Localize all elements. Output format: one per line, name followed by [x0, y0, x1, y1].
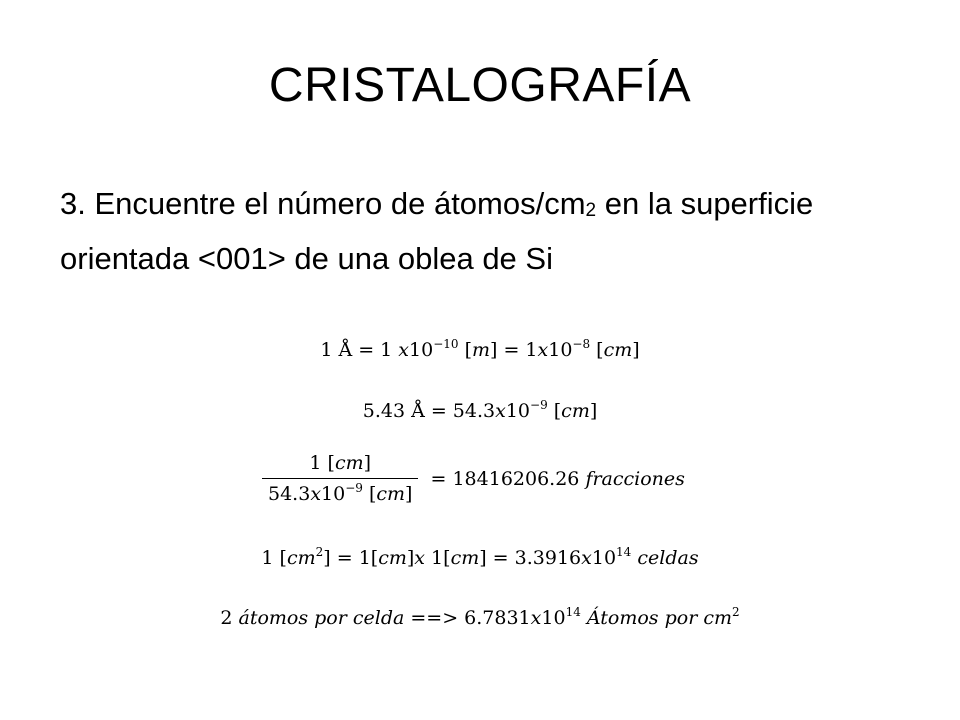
- equation-fractions: [262, 452, 685, 505]
- slide-title: CRISTALOGRAFÍA: [268, 59, 692, 112]
- eq1-part: ]: [632, 339, 640, 361]
- eq2-exponent: −9: [530, 398, 548, 412]
- eq5-part: ==> 6.7831: [404, 607, 531, 629]
- eq1-part: 10: [548, 339, 573, 361]
- eq1-part: [: [458, 339, 472, 361]
- eq1-part: [: [590, 339, 604, 361]
- eq3-unit: cm: [334, 452, 364, 474]
- eq5-exponent: 14: [565, 605, 581, 619]
- eq2-part: [: [547, 400, 562, 422]
- eq3-part: 54.3: [268, 483, 311, 505]
- eq3-word: fracciones: [585, 467, 685, 490]
- eq4-unit: cm: [378, 547, 407, 569]
- eq4-word: celdas: [631, 547, 699, 569]
- eq3-part: ]: [363, 452, 372, 474]
- eq3-unit: cm: [376, 483, 406, 505]
- eq2-part: 10: [505, 400, 531, 422]
- question-part-1: 3. Encuentre el número de átomos/cm: [60, 186, 586, 221]
- eq1-x: x: [398, 339, 410, 361]
- eq3-part: = 18416206.26: [424, 467, 586, 490]
- eq1-part: 1 Å = 1: [320, 339, 399, 361]
- eq5-part: 2: [220, 607, 239, 629]
- equation-atoms-per-area: [0, 607, 960, 629]
- eq3-part: 1 [: [309, 452, 335, 474]
- eq4-part: 1 [: [261, 547, 287, 569]
- eq4-x: x: [414, 547, 426, 569]
- fraction-numerator: [303, 452, 377, 478]
- eq1-x: x: [537, 339, 549, 361]
- eq3-exponent: −9: [345, 481, 363, 495]
- eq4-unit: cm: [286, 547, 316, 569]
- eq3-part: [: [362, 483, 377, 505]
- equation-angstrom-conversion: [0, 339, 960, 361]
- eq4-part: ] = 3.3916: [479, 547, 582, 569]
- eq5-x: x: [530, 607, 542, 629]
- eq1-part: ] = 1: [490, 339, 538, 361]
- eq4-x: x: [581, 547, 592, 569]
- eq3-x: x: [310, 483, 322, 505]
- question-text: [60, 180, 920, 283]
- eq5-part: 10: [541, 607, 566, 629]
- eq5-word: Átomos por cm: [580, 607, 732, 629]
- eq2-unit: cm: [561, 400, 590, 422]
- eq4-exponent: 2: [315, 545, 324, 559]
- question-subscript: 2: [585, 200, 597, 221]
- equation-cells-per-area: [0, 547, 960, 569]
- equation-lattice-constant: [0, 400, 960, 422]
- eq1-unit: m: [471, 339, 491, 361]
- eq4-exponent: 14: [616, 545, 632, 559]
- eq1-unit: cm: [603, 339, 633, 361]
- eq2-part: 5.43 Å = 54.3: [362, 400, 496, 422]
- fraction-denominator: [262, 478, 418, 505]
- eq2-part: ]: [589, 400, 598, 422]
- eq4-part: ]: [406, 547, 415, 569]
- eq4-part: 1[: [425, 547, 451, 569]
- eq1-exponent: −10: [433, 337, 459, 351]
- fraction: [262, 452, 418, 505]
- eq3-part: 10: [321, 483, 346, 505]
- eq3-part: ]: [405, 483, 413, 505]
- eq4-part: 10: [591, 547, 617, 569]
- eq4-unit: cm: [450, 547, 480, 569]
- eq5-exponent: 2: [731, 605, 740, 619]
- eq4-part: ] = 1[: [323, 547, 379, 569]
- eq1-part: 10: [409, 339, 434, 361]
- question-part-2: en la superficie orientada <001> de una oblea de Si: [60, 186, 814, 276]
- eq1-exponent: −8: [572, 337, 591, 351]
- eq5-word: átomos por celda: [238, 607, 405, 629]
- eq2-x: x: [495, 400, 506, 422]
- fraction-result: [424, 468, 684, 490]
